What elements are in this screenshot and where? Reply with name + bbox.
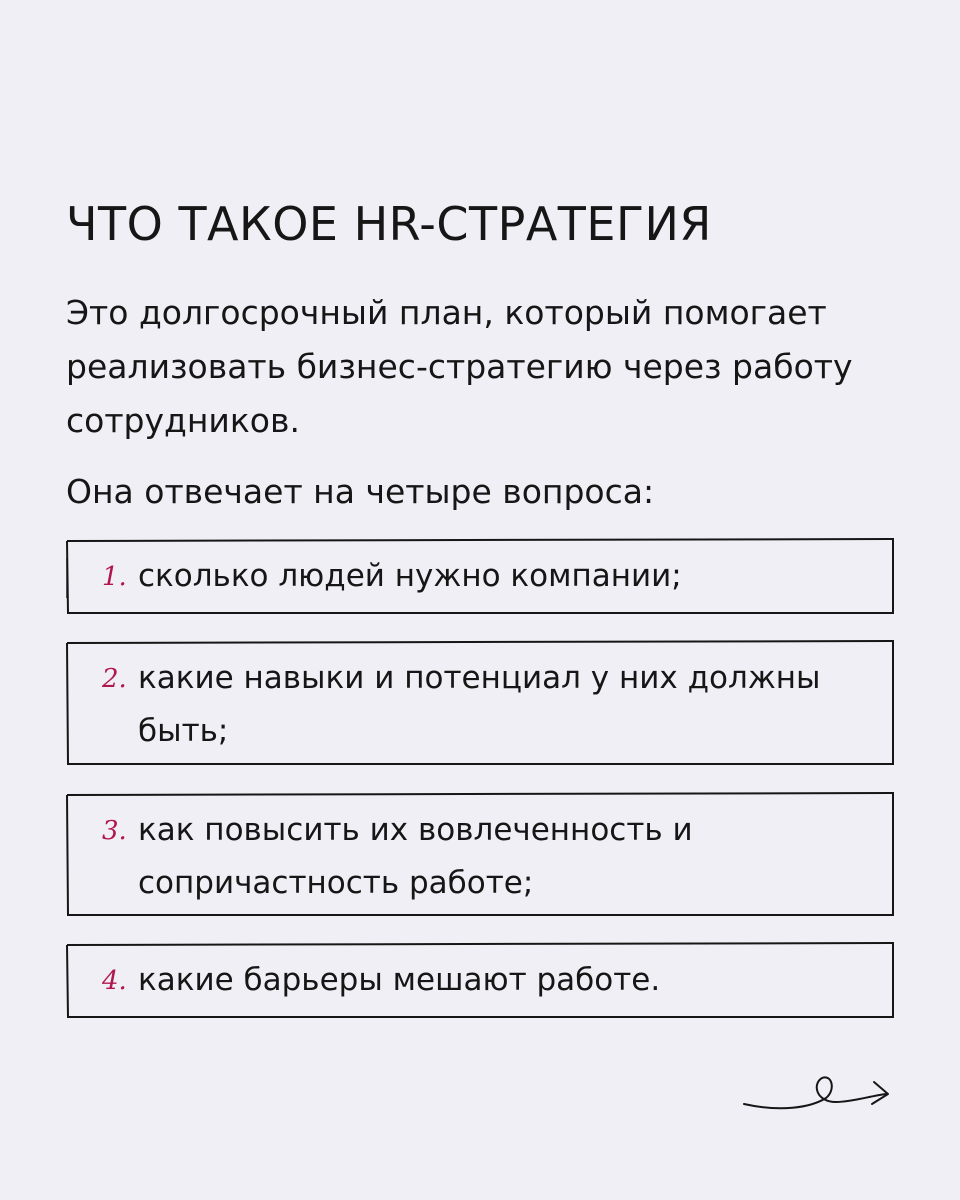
item-text: какие барьеры мешают работе. — [138, 962, 661, 998]
intro-paragraph: Она отвечает на четыре вопроса: — [66, 472, 655, 511]
lead-paragraph: Это долгосрочный план, который помогает реализовать бизнес-стратегию через работу сотрудников. — [66, 293, 853, 440]
item-text: как повысить их вовлеченность и сопричастность работе; — [138, 812, 693, 901]
page-title: ЧТО ТАКОЕ HR-СТРАТЕГИЯ — [66, 197, 712, 251]
item-number: 4. — [102, 966, 127, 996]
item-number: 3. — [102, 816, 127, 846]
question-card-4 — [66, 942, 894, 1018]
item-number: 2. — [102, 664, 127, 694]
question-card-2 — [66, 640, 894, 765]
question-card-3 — [66, 792, 894, 916]
hand-drawn-arrow-icon — [740, 1068, 900, 1118]
item-text: какие навыки и потенциал у них должны быть; — [138, 660, 821, 749]
question-card-1 — [66, 538, 894, 614]
item-text: сколько людей нужно компании; — [138, 558, 682, 594]
item-number: 1. — [102, 562, 127, 592]
